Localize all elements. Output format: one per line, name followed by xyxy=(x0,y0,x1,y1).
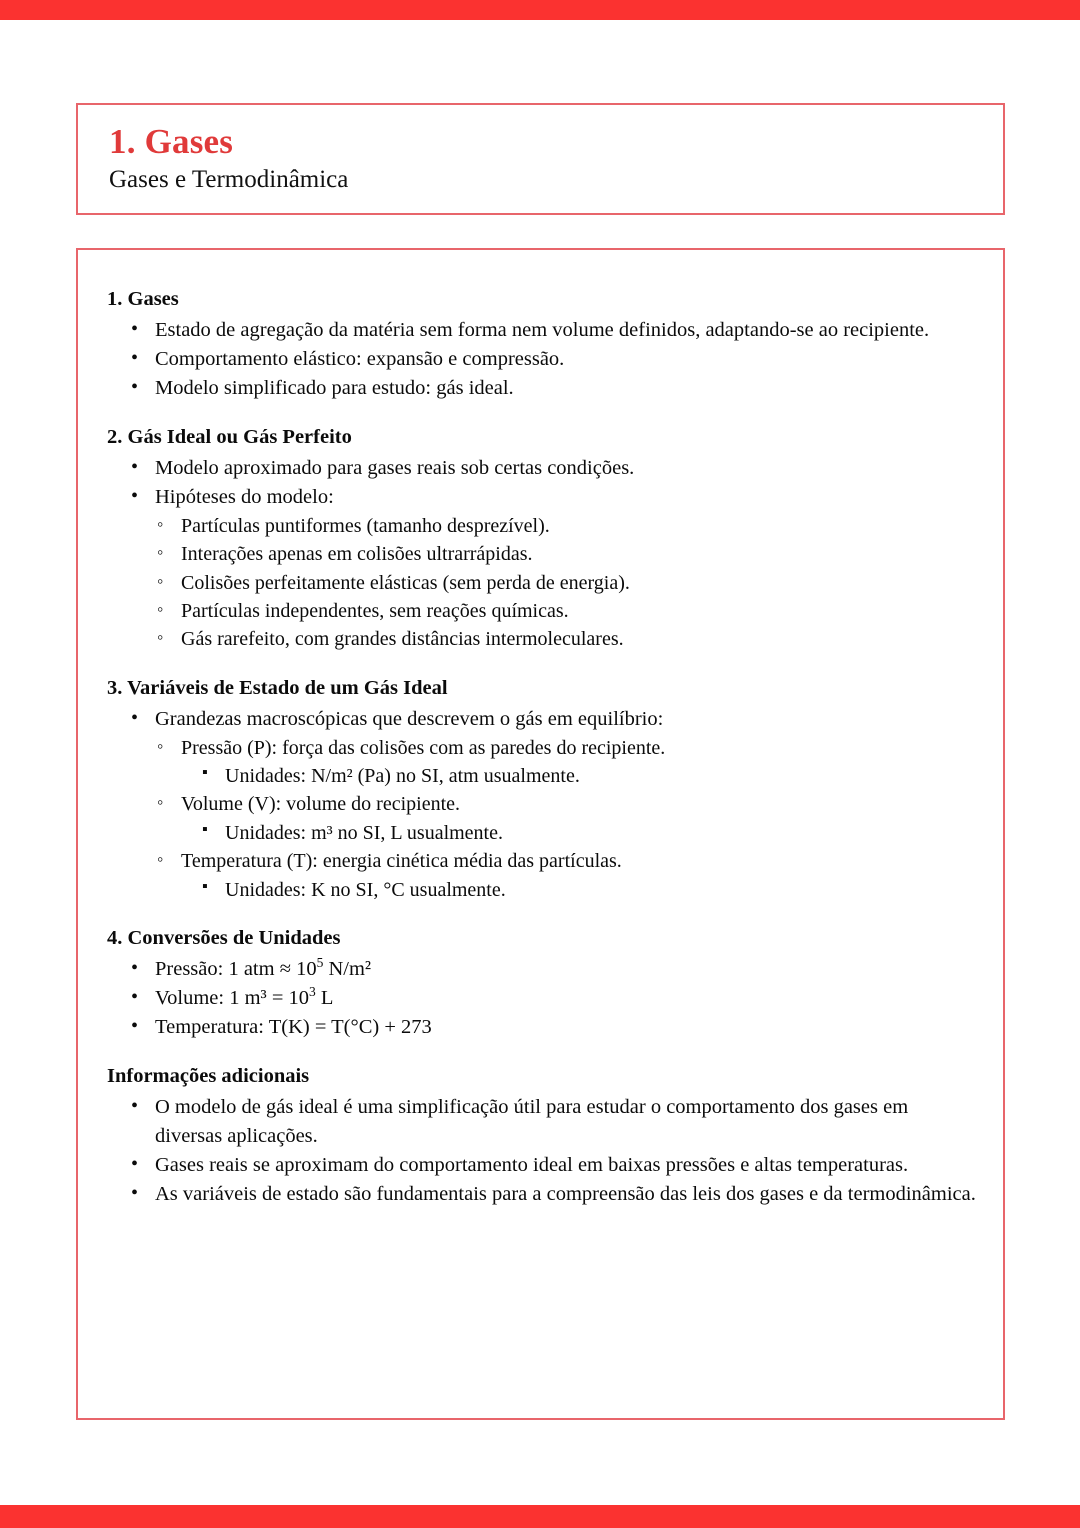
list-item xyxy=(129,1013,979,1042)
list-item: ◦ Partículas puntiformes (tamanho desprezível). xyxy=(155,512,979,540)
list-item: ▪ Unidades: m³ no SI, L usualmente. xyxy=(199,819,979,847)
section-heading: 4. Conversões de Unidades xyxy=(107,926,341,949)
list-item: ◦ Colisões perfeitamente elásticas (sem perda de energia). xyxy=(155,569,979,597)
list-item: ◦ Gás rarefeito, com grandes distâncias intermoleculares. xyxy=(155,625,979,653)
section-gases xyxy=(107,286,979,403)
bottom-accent-bar xyxy=(0,1505,1080,1528)
section-gas-ideal xyxy=(107,424,979,654)
list-item: • O modelo de gás ideal é uma simplificação útil para estudar o comportamento dos gases em diversas aplicações. xyxy=(129,1093,979,1151)
list-item: • As variáveis de estado são fundamentais para a compreensão das leis dos gases e da termodinâmica. xyxy=(129,1180,979,1209)
bullet-list xyxy=(107,955,979,1042)
list-item: ◦ Pressão (P): força das colisões com as paredes do recipiente. xyxy=(155,734,979,762)
list-item: • Gases reais se aproximam do comportamento ideal em baixas pressões e altas temperaturas. xyxy=(129,1151,979,1180)
sub-bullet-list xyxy=(107,734,979,762)
section-heading: 2. Gás Ideal ou Gás Perfeito xyxy=(107,426,352,448)
list-item: • Modelo aproximado para gases reais sob certas condições. xyxy=(129,454,979,483)
section-heading: 1. Gases xyxy=(107,288,179,310)
conversion-tail: L xyxy=(315,986,334,1009)
section-heading: 3. Variáveis de Estado de um Gás Ideal xyxy=(107,676,448,699)
bullet-list xyxy=(107,1093,979,1209)
conversion-label: Volume: 1 m³ = 10 xyxy=(155,986,310,1009)
content-card xyxy=(76,248,1005,1420)
sub-bullet-list xyxy=(107,790,979,818)
section-informacoes-adicionais xyxy=(107,1063,979,1209)
list-item xyxy=(129,984,979,1013)
list-item: • Comportamento elástico: expansão e compressão. xyxy=(129,345,979,374)
list-item: ◦ Volume (V): volume do recipiente. xyxy=(155,790,979,818)
conversion-label: Temperatura: T(K) = T(°C) + 273 xyxy=(155,1015,432,1038)
bullet-list xyxy=(107,705,979,734)
sub-bullet-list xyxy=(107,512,979,654)
conversion-tail: N/m² xyxy=(323,957,372,980)
sub-bullet-list xyxy=(107,847,979,875)
list-item: ◦ Partículas independentes, sem reações químicas. xyxy=(155,597,979,625)
page-title: 1. Gases xyxy=(109,122,234,161)
unit-bullet-list xyxy=(107,762,979,790)
section-heading: Informações adicionais xyxy=(107,1064,310,1087)
title-card xyxy=(76,103,1005,215)
list-item: ◦ Temperatura (T): energia cinética média das partículas. xyxy=(155,847,979,875)
unit-bullet-list xyxy=(107,876,979,904)
list-item: ▪ Unidades: N/m² (Pa) no SI, atm usualmente. xyxy=(199,762,979,790)
list-item: • Estado de agregação da matéria sem forma nem volume definidos, adaptando-se ao recipiente. xyxy=(129,316,979,345)
bullet-list xyxy=(107,316,979,403)
conversion-exponent: 3 xyxy=(309,983,316,999)
list-item: • Grandezas macroscópicas que descrevem o gás em equilíbrio: xyxy=(129,705,979,734)
section-variaveis-estado xyxy=(107,675,979,904)
list-item: ◦ Interações apenas em colisões ultrarrápidas. xyxy=(155,540,979,568)
conversion-exponent: 5 xyxy=(316,954,324,970)
top-accent-bar xyxy=(0,0,1080,20)
conversion-label: Pressão: 1 atm ≈ 10 xyxy=(155,957,317,980)
list-item: • Modelo simplificado para estudo: gás ideal. xyxy=(129,374,979,403)
section-conversoes xyxy=(107,925,979,1042)
list-item: ▪ Unidades: K no SI, °C usualmente. xyxy=(199,876,979,904)
list-item: • Hipóteses do modelo: xyxy=(129,483,979,512)
page-subtitle: Gases e Termodinâmica xyxy=(109,166,349,194)
bullet-list xyxy=(107,454,979,512)
unit-bullet-list xyxy=(107,819,979,847)
list-item xyxy=(129,955,979,984)
